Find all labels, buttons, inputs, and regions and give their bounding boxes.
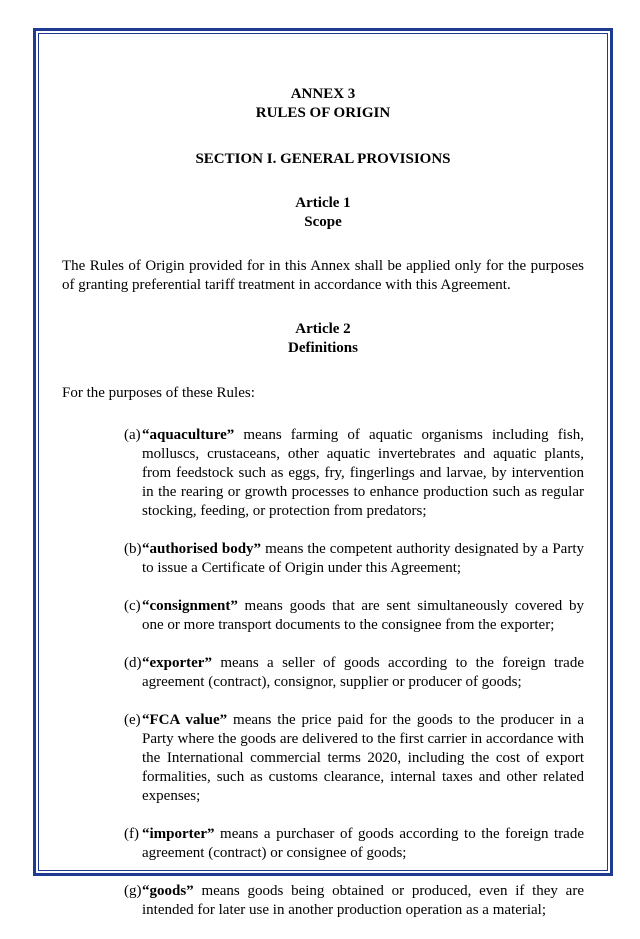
article-2-intro: For the purposes of these Rules: (62, 385, 255, 401)
annex-number: ANNEX 3 (290, 86, 356, 102)
definition-label: (b) (124, 541, 142, 557)
definition-term: “consignment” (142, 598, 238, 614)
definition-label: (e) (124, 712, 141, 728)
definition-text: means goods that are sent simultaneously covered by one or more transport documents to the consignee from the exporter; (142, 598, 584, 633)
definition-label: (a) (124, 427, 141, 443)
definition-label: (g) (124, 883, 142, 899)
definition-term: “exporter” (142, 655, 212, 671)
definition-item (62, 540, 584, 578)
definition-term: “aquaculture” (142, 427, 235, 443)
section-heading: SECTION I. GENERAL PROVISIONS (195, 151, 451, 167)
definition-term: “FCA value” (142, 712, 228, 728)
definition-item (62, 597, 584, 635)
definition-item (62, 426, 584, 521)
definitions-list (62, 426, 584, 920)
definition-label: (d) (124, 655, 142, 671)
definition-item (62, 654, 584, 692)
definition-term: “authorised body” (142, 541, 262, 557)
definition-text: means a purchaser of goods according to the foreign trade agreement (contract) or consignee of goods; (142, 826, 584, 861)
article-2-number: Article 2 (295, 321, 351, 337)
definition-text: means a seller of goods according to the foreign trade agreement (contract), consignor, supplier or producer of goods; (142, 655, 584, 690)
definition-label: (f) (124, 826, 139, 842)
annex-title: RULES OF ORIGIN (255, 105, 391, 121)
definition-item (62, 711, 584, 806)
definition-term: “importer” (142, 826, 215, 842)
definition-text: means the price paid for the goods to the producer in a Party where the goods are delivered to the first carrier in accordance with the International commercial terms 2020, including the cost of export formalities, such as customs clearance, internal taxes and other related expenses; (142, 712, 584, 804)
definition-item (62, 882, 584, 920)
document-body (62, 85, 584, 939)
definition-text: means goods being obtained or produced, even if they are intended for later use in another production operation as a material; (142, 883, 584, 918)
article-1-heading: Scope (304, 214, 342, 230)
article-1-text: The Rules of Origin provided for in this Annex shall be applied only for the purposes of granting preferential tariff treatment in accordance with this Agreement. (62, 258, 584, 293)
definition-text: means the competent authority designated by a Party to issue a Certificate of Origin under this Agreement; (142, 541, 584, 576)
article-2-heading: Definitions (287, 340, 358, 356)
definition-item (62, 825, 584, 863)
definition-label: (c) (124, 598, 141, 614)
article-1-number: Article 1 (295, 195, 351, 211)
definition-term: “goods” (142, 883, 194, 899)
definition-text: means farming of aquatic organisms including fish, molluscs, crustaceans, other aquatic invertebrates and aquatic plants, from feedstock such as eggs, fry, fingerlings and larvae, by intervention in the rearing or growth processes to enhance production such as regular stocking, feeding, or protection from predators; (142, 427, 584, 519)
